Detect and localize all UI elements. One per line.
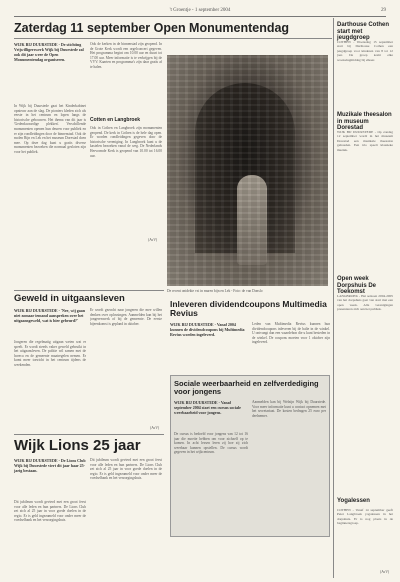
article-body: In Wijk bij Duurstede gaat het Kinderkabinet opnieuw aan de slag. De pioniers kleden zich als eerste in het centrum en lopen langs de historische gebouwen. Het thema van dit jaar is 'Gedenkwaardige plekken'. Verschillende monumenten openen hun deuren voor publiek en er zijn rondleidingen door de binnenstad. Ook de molen Rijn en Lek en het museum Dorestad doen mee. Op deze dag kunt u gratis diverse monumenten bezoeken die normaal gesloten zijn voor het publiek. — [14, 104, 86, 154]
page-number: 29 — [381, 8, 386, 13]
headline-wijk-lions: Wijk Lions 25 jaar — [14, 437, 141, 454]
article-body: Jongeren die regelmatig uitgaan weten wat er speelt. Er wordt steeds vaker geweld gebruikt in het uitgaansleven. De politie wil samen met de horeca en de gemeente maatregelen nemen. Er komt meer toezicht in het centrum tijdens de weekenden. — [14, 340, 86, 367]
headline-yoga: Yogalessen — [337, 498, 370, 504]
headline-muziek: Muzikale theesalon in museum Dorestad — [337, 112, 392, 132]
monument-photo — [167, 55, 328, 286]
article-body: COTHEN - Vanaf 14 september geeft Peter Langbroek yogalessen in het dorpshuis. Er is nog plaats in de beginnersgroep. — [337, 508, 393, 526]
brick-texture — [167, 55, 328, 286]
article-body: Dit jubileum wordt gevierd met een groot feest voor alle leden en hun partners. De Lions Club zet zich al 25 jaar in voor goede doelen in de regio. Er is geld ingezameld voor onder meer de voedselbank en het verzorgingshuis. — [90, 458, 162, 481]
headline-open-week: Open week Dorpshuis De Toekomst — [337, 276, 377, 296]
article-body: Ook in Cothen en Langbroek zijn monumenten geopend. De kerk in Cothen is de hele dag open. Er worden rondleidingen gegeven door de historische vereniging. In Langbroek kunt u de kastelen bezoeken vanaf de weg. De Nederlands Hervormde Kerk is geopend van 10.00 tot 16.00 uur. — [90, 126, 162, 158]
subheadline-cotten: Cotten en Langbroek — [90, 117, 141, 123]
photo-caption: De recent ontdekte vst in muren bijn en Lek - Foto: de van Donslo — [167, 289, 263, 293]
article-body: Leden van Multimedia Revius kunnen hun dividendcoupons inleveren bij de balie in de winkel. U ontvangt dan een waardebon die u kunt besteden in de winkel. De coupons moeten voor 1 oktober zijn ingeleverd. — [252, 322, 330, 345]
article-lead: WIJK BIJ DUURSTEDE - De stichting Vrijwilligerswerk Wijk bij Duurstede zal ook dit jaar weer de Open Monumentendag organiseren. — [14, 42, 84, 62]
headline-sociale: Sociale weerbaarheid en zelfverdediging voor jongens — [174, 379, 319, 397]
divider — [14, 434, 164, 435]
article-lead: WIJK BIJ DUURSTEDE - Vanaf september 2004 start een cursus sociale weerbaarheid voor jongens. — [174, 400, 241, 415]
sidebar-separator — [333, 18, 334, 578]
header-title: 't Groentje - 1 september 2004 — [169, 8, 231, 13]
headline-open-monumentendag: Zaterdag 11 september Open Monumentendag — [14, 21, 290, 35]
headline-multimedia: Inleveren dividendcoupons Multimedia Revius — [170, 299, 327, 319]
article-lead: WIJK BIJ DUURSTEDE - Vanaf 2004 kunnen de dividendcoupons bij Multimedia Revius worden ingeleverd. — [170, 322, 245, 337]
article-body: LANGBROEK - Het seizoen 2004-2005 van het dorpshuis gaat van start met een open week. Alle verenigingen presenteren zich aan het publiek. — [337, 294, 393, 312]
article-body: Ook de kerken in de binnenstad zijn geopend. In de Grote Kerk wordt een orgelconcert gegeven. Het programma begint om 10.00 uur en duurt tot 17.00 uur. Meer informatie is te verkrijgen bij de VVV. Kaarten en programma's zijn daar gratis af te halen. — [90, 42, 162, 69]
article-body: Aanmelden kan bij Welzijn Wijk bij Duurstede. Voor meer informatie kunt u contact opnemen met het secretariaat. De kosten bedragen 25 euro per deelnemer. — [252, 400, 326, 418]
signature: (AvV) — [380, 570, 390, 574]
headline-darthouse: Darthouse Cothen start met jeugdgroep — [337, 22, 390, 42]
article-body: Er wordt gezocht naar jongeren die mee willen denken over oplossingen. Aanmelden kan bij het jongerenwerk of bij de gemeente. De eerste bijeenkomst is gepland in oktober. — [90, 308, 162, 326]
headline-geweld: Geweld in uitgaansleven — [14, 293, 125, 304]
divider — [14, 38, 332, 39]
article-lead: WIJK BIJ DUURSTEDE - De Lions Club Wijk bij Duurstede viert dit jaar haar 25-jarig bestaan. — [14, 458, 86, 473]
signature: (AvV) — [148, 238, 158, 242]
article-body: COTHEN - Woensdag 15 september start bij Darthouse Cothen een jeugdgroep voor kinderen van 8 tot 12 jaar. De groep komt elke woensdagmiddag bij elkaar. — [337, 40, 393, 62]
signature: (AvV) — [150, 426, 160, 430]
article-lead: WIJK BIJ DUURSTEDE - 'Nee, wij gaan niet zomaar iemand aanspreken over het uitgaansgeweld, wat is hier gebeurd?' — [14, 308, 86, 323]
page-header — [14, 6, 386, 17]
divider — [14, 290, 164, 291]
article-body: WIJK BIJ DUURSTEDE - Op zondag 12 september wordt in het museum Dorestad een muzikale theesalon gehouden. Een trio speelt klassieke muziek. — [337, 130, 393, 152]
article-body: Dit jubileum wordt gevierd met een groot feest voor alle leden en hun partners. De Lions Club zet zich al 25 jaar in voor goede doelen in de regio. Er is geld ingezameld voor onder meer de voedselbank en het verzorgingshuis. — [14, 500, 86, 523]
article-body: De cursus is bedoeld voor jongens van 12 tot 16 jaar die moeite hebben om voor zichzelf op te komen. In acht lessen leren zij hoe zij zich weerbaar kunnen opstellen. De cursus wordt gegeven in het wijkcentrum. — [174, 432, 248, 455]
